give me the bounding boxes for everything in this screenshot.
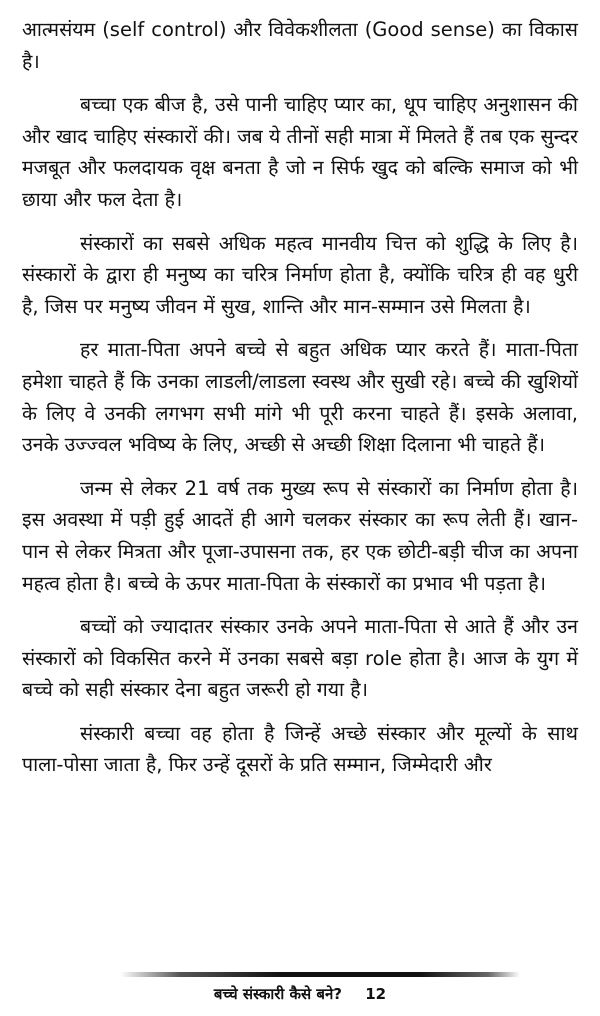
page-footer (0, 984, 600, 1004)
footer-divider (120, 972, 520, 977)
paragraph-6: बच्चों को ज्यादातर संस्कार उनके अपने माता-पिता से आते हैं और उन संस्कारों को विकसित करने में उनका सबसे बड़ा role होता है। आज के युग में बच्चे को सही संस्कार देना बहुत जरूरी हो गया है। (22, 615, 578, 702)
paragraph-7: संस्कारी बच्चा वह होता है जिन्हें अच्छे संस्कार और मूल्यों के साथ पाला-पोसा जाता है, फिर उन्हें दूसरों के प्रति सम्मान, जिम्मेदारी और (22, 721, 578, 777)
paragraph-4: हर माता-पिता अपने बच्चे से बहुत अधिक प्यार करते हैं। माता-पिता हमेशा चाहते हैं कि उनका लाडली/लाडला स्वस्थ और सुखी रहे। बच्चे की खुशियों के लिए वे उनकी लगभग सभी मांगे भी पूरी करना चाहते हैं। इसके अलावा, उनके उज्ज्वल भविष्य के लिए, अच्छी से अच्छी शिक्षा दिलाना भी चाहते हैं। (22, 338, 578, 457)
paragraph-3: संस्कारों का सबसे अधिक महत्व मानवीय चित्त को शुद्धि के लिए है। संस्कारों के द्वारा ही मनुष्य का चरित्र निर्माण होता है, क्योंकि चरित्र ही वह धुरी है, जिस पर मनुष्य जीवन में सुख, शान्ति और मान-सम्मान उसे मिलता है। (22, 231, 578, 318)
page-number: 12 (365, 985, 387, 1003)
footer-book-title: बच्चे संस्कारी कैसे बने? (213, 985, 342, 1003)
page-body (22, 14, 578, 793)
paragraph-2: बच्चा एक बीज है, उसे पानी चाहिए प्यार का, धूप चाहिए अनुशासन की और खाद चाहिए संस्कारों की। जब ये तीनों सही मात्रा में मिलते हैं तब एक सुन्दर मजबूत और फलदायक वृक्ष बनता है जो न सिर्फ खुद को बल्कि समाज को भी छाया और फल देता है। (22, 93, 578, 211)
paragraph-1: आत्मसंयम (self control) और विवेकशीलता (Good sense) का विकास है। (22, 18, 578, 73)
paragraph-5: जन्म से लेकर 21 वर्ष तक मुख्य रूप से संस्कारों का निर्माण होता है। इस अवस्था में पड़ी हुई आदतें ही आगे चलकर संस्कार का रूप लेती हैं। खान-पान से लेकर मित्रता और पूजा-उपासना तक, हर एक छोटी-बड़ी चीज का अपना महत्व होता है। बच्चे के ऊपर माता-पिता के संस्कारों का प्रभाव भी पड़ता है। (22, 476, 578, 595)
